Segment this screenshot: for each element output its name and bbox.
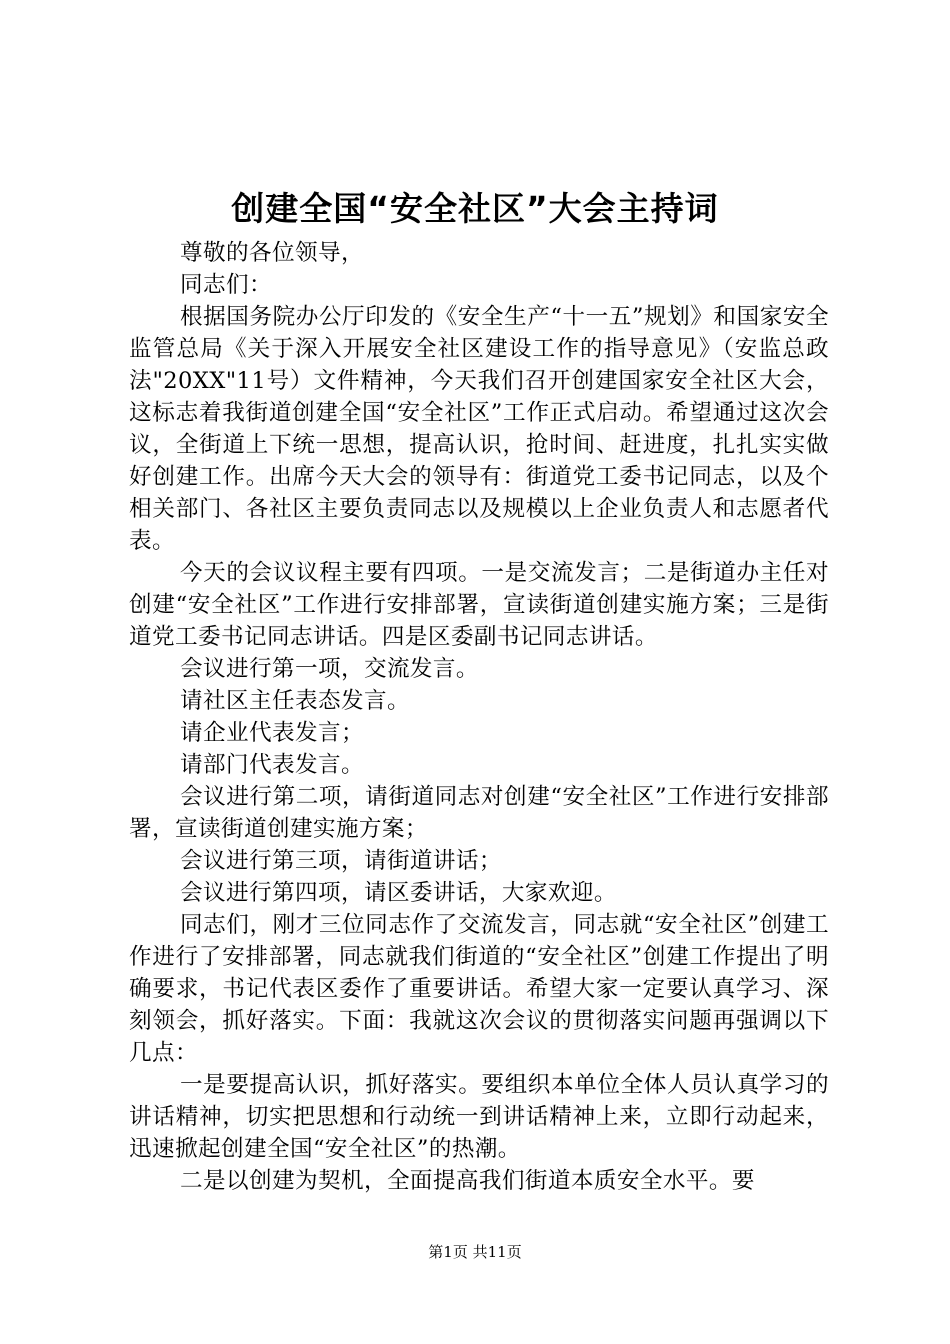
paragraph-point-1: 一是要提高认识，抓好落实。要组织本单位全体人员认真学习的讲话精神，切实把思想和行动统一到讲话精神上来，立即行动起来，迅速掀起创建全国“安全社区”的热潮。	[129, 1072, 829, 1162]
paragraph-agenda: 今天的会议议程主要有四项。一是交流发言；二是街道办主任对创建“安全社区”工作进行安排部署，宣读街道创建实施方案；三是街道党工委书记同志讲话。四是区委副书记同志讲话。	[129, 560, 829, 650]
paragraph-item-1: 会议进行第一项，交流发言。	[180, 656, 479, 682]
document-body	[129, 237, 829, 1197]
paragraph-community: 请社区主任表态发言。	[180, 688, 410, 714]
paragraph-comrades: 同志们：	[180, 272, 272, 298]
paragraph-salutation: 尊敬的各位领导，	[180, 240, 364, 266]
document-title: 创建全国“安全社区”大会主持词	[231, 189, 719, 228]
paragraph-item-2: 会议进行第二项，请街道同志对创建“安全社区”工作进行安排部署，宣读街道创建实施方案；	[129, 784, 829, 842]
paragraph-enterprise: 请企业代表发言；	[180, 720, 364, 746]
paragraph-item-4: 会议进行第四项，请区委讲话，大家欢迎。	[180, 880, 617, 906]
paragraph-intro: 根据国务院办公厅印发的《安全生产“十一五”规划》和国家安全监管总局《关于深入开展安全社区建设工作的指导意见》（安监总政法"20XX"11号）文件精神，今天我们召开创建国家安全社区大会，这标志着我街道创建全国“安全社区”工作正式启动。希望通过这次会议，全街道上下统一思想，提高认识，抢时间、赶进度，扎扎实实做好创建工作。出席今天大会的领导有：街道党工委书记同志，以及个相关部门、各社区主要负责同志以及规模以上企业负责人和志愿者代表。	[129, 304, 829, 554]
paragraph-point-2: 二是以创建为契机，全面提高我们街道本质安全水平。要	[180, 1168, 755, 1194]
paragraph-summary: 同志们，刚才三位同志作了交流发言，同志就“安全社区”创建工作进行了安排部署，同志就我们街道的“安全社区”创建工作提出了明确要求，书记代表区委作了重要讲话。希望大家一定要认真学习、深刻领会，抓好落实。下面：我就这次会议的贯彻落实问题再强调以下几点：	[129, 912, 829, 1066]
page-number: 第1页 共11页	[428, 1243, 522, 1261]
paragraph-department: 请部门代表发言。	[180, 752, 364, 778]
paragraph-item-3: 会议进行第三项，请街道讲话；	[180, 848, 502, 874]
